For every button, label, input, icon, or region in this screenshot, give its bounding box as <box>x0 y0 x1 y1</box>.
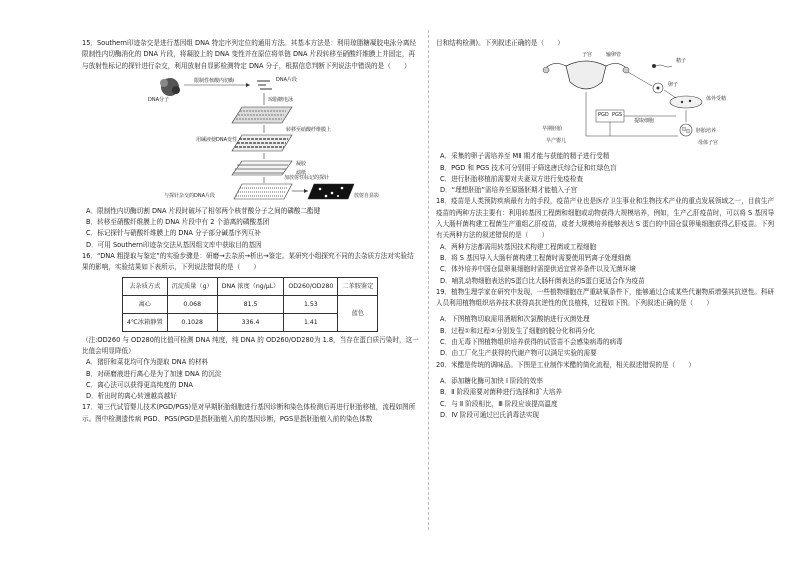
q20-option-d: D．Ⅳ 阶段可通过巴氏消毒法实现 <box>440 410 539 419</box>
table-header-cell: DNA 浓度（ng/μL） <box>217 277 284 295</box>
table-cell: 离心 <box>123 295 168 313</box>
table-header-cell: 二苯胺鉴定 <box>338 277 378 295</box>
label-autorad: 放射自显影 <box>354 192 380 199</box>
denatured-gel-icon <box>232 135 292 151</box>
q17-option-c: C．进行胚胎移植前需要对夫妻双方进行免疫检查 <box>440 174 584 183</box>
q16-stem: 16．“DNA 粗提取与鉴定”的实验步骤是：研磨→去杂质→析出→鉴定。某研究小组探究不同的去杂质方法对实验结果的影响，实验结果如下表所示，下列说法错误的是（ ） <box>82 252 414 272</box>
q17-stem-continued: 目和结构检测)。下列叙述正确的是（ ） <box>436 39 564 47</box>
table-header-cell: 沉淀质量（g） <box>167 277 217 295</box>
q17-option-a: A．采集的卵子需培养至 MⅡ 期才能与获能的精子进行受精 <box>440 152 610 161</box>
label-fragments: DNA片段 <box>276 76 298 83</box>
q20-stem: 20．米醋是传统的调味品。下图是工业制作米醋的简化流程，相关叙述错误的是（ ） <box>436 360 695 369</box>
label-extract: 提取细胞 <box>634 118 655 125</box>
q18-option-a: A．两种方法都需用转基因技术构建工程菌或工程细胞 <box>440 242 597 251</box>
column-divider <box>428 30 429 530</box>
sperm-icon <box>652 64 672 68</box>
egg-icon <box>653 83 663 93</box>
q15-option-a: A．限制性内切酶切割 DNA 片段时破坏了相邻两个核苷酸分子之间的磷酸二酯键 <box>86 206 321 215</box>
label-mom: 母体子宫 <box>698 140 719 147</box>
label-tube: 输卵管 <box>606 52 622 59</box>
q19-option-c: C．由无毒下图植物组织培养获得的试管苗不会感染病毒的病毒 <box>440 338 623 347</box>
label-baby: 早产婴儿 <box>546 138 567 145</box>
q15-option-d: D．可用 Southern印迹杂交法从基因组文库中获取目的基因 <box>86 240 262 249</box>
q19-option-d: D．由工厂化生产获得的代谢产物可以满足实验的需要 <box>440 349 597 358</box>
q15-option-c: C．标记探针与硝酸纤维膜上的 DNA 分子部分碱基序列互补 <box>86 229 261 238</box>
table-cell: 81.5 <box>217 295 284 313</box>
q17-stem: 17．第三代试管婴儿技术(PGD/PGS)是对早期胚胎细胞进行基因诊断和染色体检测后再进行胚胎移植，流程如图所示。图中检测遗传病 PGD、PGS(PGD是指胚胎植入前的基因诊断，PGS是指胚胎植入前的染色体数 <box>82 403 416 423</box>
table-header-cell: OD260/OD280 <box>284 277 338 295</box>
q16-option-c: C．离心法可以获得更高纯度的 DNA <box>86 380 193 389</box>
transfer-stack-icon <box>232 161 292 175</box>
table-cell: 336.4 <box>217 313 284 331</box>
table-cell: 1.41 <box>284 313 338 331</box>
table-header-row <box>123 277 378 295</box>
q18-option-d: D．哺乳动物细胞表达的S蛋白比大肠杆菌表达的S蛋白更适合作为疫苗 <box>440 276 645 285</box>
q20-option-a: A．添加糖化酶可加快 I 阶段的效率 <box>440 376 543 385</box>
q17-option-d: D．“理想胚胎”需培养至原肠胚期才能植入子宫 <box>440 186 578 195</box>
label-culture: 胚胎培养 <box>696 128 717 135</box>
q16-option-d: D．析出时的离心转速越高越好 <box>86 392 177 401</box>
q16-table <box>122 277 378 332</box>
q18-option-c: C．体外培养中国仓鼠卵巢细胞时需提供适宜营养条件以及无菌环境 <box>440 265 636 274</box>
q20-option-c: C．与 Ⅱ 阶段相比，Ⅲ 阶段应该提高温度 <box>440 399 558 408</box>
gel-plate-icon <box>232 107 292 123</box>
label-egg: 卵子 <box>668 82 679 89</box>
q19-option-a: A．下图植物切取需用酒精和次氯酸钠进行灭菌处理 <box>440 315 590 324</box>
membrane-icon <box>234 184 292 199</box>
embryo-icon <box>680 124 692 136</box>
label-uterus: 子宫 <box>582 52 593 59</box>
right-column <box>436 38 778 421</box>
dna-molecule-icon <box>160 78 180 96</box>
q18-option-b: B．将 S 基因导入大肠杆菌构建工程菌时需要使用钙离子处理细菌 <box>440 253 631 262</box>
autoradiograph-icon <box>308 184 354 199</box>
q16-note: （注:OD260 与 OD280的比值可检测 DNA 纯度，纯 DNA 的 OD260/OD280为 1.8，当存在蛋白质污染时，这一比值会明显降低） <box>82 335 419 355</box>
q17-option-b: B．PGD 和 PGS 技术可分别用于筛选唐氏综合征和红绿色盲 <box>440 163 617 172</box>
q18-stem: 18．疫苗是人类预防疾病最有力的手段，疫苗产业也是医疗卫生事业和生物技术产业的重点发展领域之一，目前生产疫苗的两种方法主要有：利用转基因工程菌和细胞或动物获得大规模培养，例如，生产乙肝疫苗时，可以将 S 基因导入大肠杆菌构建工程菌生产重组乙肝疫苗，或者大规模培养能够表达 S 蛋白的中国仓鼠卵巢细胞获得乙肝疫苗。下列有关两种方法的叙述错误的是（ ） <box>436 197 775 240</box>
q15-option-b: B．转移至硝酸纤维膜上的 DNA 片段中有 2 个游离的磷酸基团 <box>86 218 270 227</box>
label-embryo: 早期胚胎 <box>542 126 563 133</box>
label-pgs: PGS <box>612 112 623 119</box>
table-cell: 4℃冰箱静置 <box>123 313 168 331</box>
southern-blot-figure <box>82 75 420 203</box>
q19-stem: 19．植物生理学家在研究中发现，一些植物细胞在严重缺氧条件下，能够通过合成某些代谢物质增强其抗逆性。科研人员利用植物组织培养技术获得高抗逆性的优良植株，过程如下图。下列叙述正确的是（ ） <box>436 287 775 308</box>
ivf-figure <box>436 52 778 148</box>
table-merged-cell: 蓝色 <box>338 295 378 331</box>
label-probe: 加放射性标记的探针 <box>284 174 330 181</box>
uterus-icon <box>543 61 629 89</box>
label-enzyme: 限制性核酸内切酶 <box>194 77 235 84</box>
petri-dish-icon <box>670 96 702 108</box>
left-column <box>82 38 420 425</box>
q16-option-a: A．猪肝和菜花均可作为提取 DNA 的材料 <box>86 358 209 367</box>
table-cell: 1.53 <box>284 295 338 313</box>
southern-blot-diagram <box>142 75 382 203</box>
q16-option-b: B．对研磨液进行离心是为了加速 DNA 的沉淀 <box>86 369 222 378</box>
q15-stem: 15．Southern印迹杂交是进行基因组 DNA 特定序列定位的通用方法。其基本方法是：利用琼脂糖凝胶电泳分离经限制性内切酶消化的 DNA 片段，将凝胶上的 DNA 变性并在原位将单链 DNA 片段转移至硝酸纤维膜上并固定，再与放射性标记的探针进行杂交，利用放射自显影检测特定 DNA 分子，根据信息判断下列说法中错误的是（ ） <box>82 39 417 70</box>
table-header-cell: 去杂质方式 <box>123 277 168 295</box>
label-pgd-pgs: PGD <box>598 112 609 119</box>
label-electrophoresis: 琼脂糖电泳 <box>268 96 294 103</box>
label-transfer: 转移至硝酸纤维膜上 <box>286 126 332 133</box>
q20-option-b: B．Ⅱ 阶段需要对菌种进行选择和扩大培养 <box>440 388 562 397</box>
table-cell: 0.068 <box>167 295 217 313</box>
label-gel: 凝胶 <box>296 160 307 167</box>
q19-option-b: B．过程①和过程②分别发生了细胞的脱分化和再分化 <box>440 326 595 335</box>
dna-fragments-icon <box>257 81 272 89</box>
table-row <box>123 295 378 313</box>
label-sperm: 精子 <box>676 58 687 65</box>
label-paper: 滤纸 <box>296 169 307 176</box>
label-hybrid: 与探针杂交的DNA片段 <box>164 192 216 199</box>
table-cell: 0.1028 <box>167 313 217 331</box>
label-denature: 用碱液使DNA变性 <box>196 136 238 143</box>
label-ivf: 体外受精 <box>706 96 727 103</box>
label-dna: DNA分子 <box>148 96 170 103</box>
